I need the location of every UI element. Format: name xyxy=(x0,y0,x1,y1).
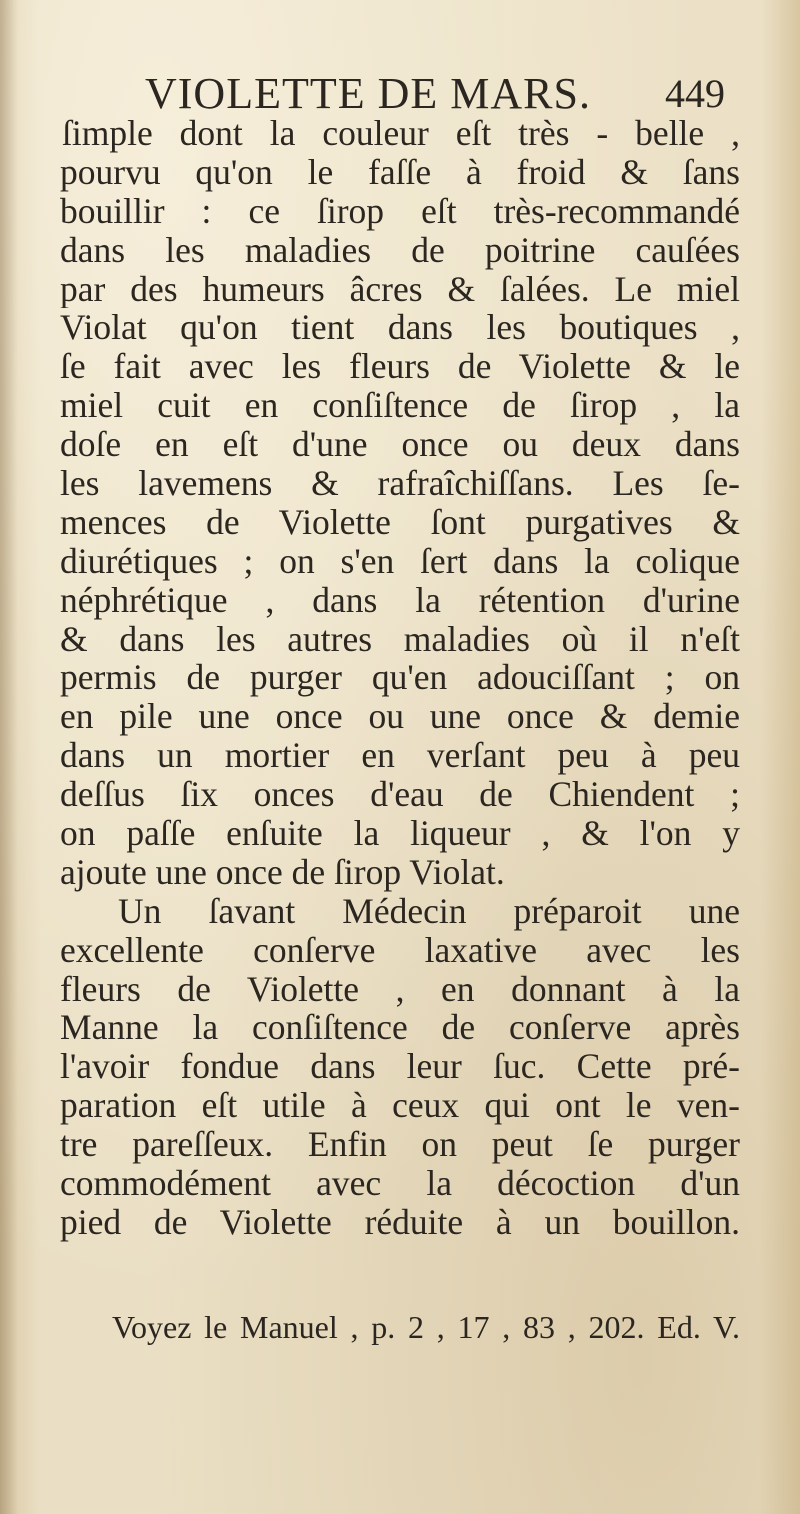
text-line: dans les maladies de poitrine cauſées xyxy=(60,230,740,270)
text-line: paration eſt utile à ceux qui ont le ven- xyxy=(60,1086,740,1126)
page-header xyxy=(145,68,725,120)
text-line: en pile une once ou une once & demie xyxy=(60,697,740,737)
text-line: doſe en eſt d'une once ou deux dans xyxy=(60,425,740,465)
text-line: diurétiques ; on s'en ſert dans la colique xyxy=(60,541,740,581)
text-line: & dans les autres maladies où il n'eſt xyxy=(60,619,740,659)
text-line: on paſſe enſuite la liqueur , & l'on y xyxy=(60,814,740,853)
text-line: deſſus ſix onces d'eau de Chiendent ; xyxy=(60,775,740,815)
text-line: bouillir : ce ſirop eſt très-recommandé xyxy=(60,191,740,231)
text-line: tre pareſſeux. Enfin on peut ſe purger xyxy=(60,1125,740,1165)
text-line: ſe fait avec les fleurs de Violette & le xyxy=(60,347,740,387)
text-line: commodément avec la décoction d'un xyxy=(60,1164,740,1203)
text-line: Violat qu'on tient dans les boutiques , xyxy=(60,308,740,348)
text-line: ſimple dont la couleur eſt très - belle , xyxy=(62,114,740,153)
paragraph-start-line: Un ſavant Médecin préparoit une xyxy=(118,891,740,931)
text-line: par des humeurs âcres & ſalées. Le miel xyxy=(60,269,740,309)
body-text xyxy=(60,114,740,1242)
text-line: Manne la conſiſtence de conſerve après xyxy=(60,1008,740,1048)
text-line: fleurs de Violette , en donnant à la xyxy=(60,969,740,1009)
text-line: excellente conſerve laxative avec les xyxy=(60,930,740,970)
text-line: les lavemens & rafraîchiſſans. Les ſe- xyxy=(60,464,740,503)
text-line: miel cuit en conſiſtence de ſirop , la xyxy=(60,386,740,426)
page-number: 449 xyxy=(665,71,725,116)
footnote-reference: Voyez le Manuel , p. 2 , 17 , 83 , 202. Ed. V. xyxy=(112,1309,740,1345)
text-line: ajoute une once de ſirop Violat. xyxy=(60,852,505,892)
gutter-shadow xyxy=(0,0,18,1514)
text-line: permis de purger qu'en adouciſſant ; on xyxy=(60,658,740,698)
text-line: l'avoir fondue dans leur ſuc. Cette pré- xyxy=(60,1047,740,1087)
text-line: dans un mortier en verſant peu à peu xyxy=(60,736,740,776)
text-line: pied de Violette réduite à un bouillon. xyxy=(60,1202,740,1242)
text-line: néphrétique , dans la rétention d'urine xyxy=(60,580,740,620)
text-line: pourvu qu'on le faſſe à froid & ſans xyxy=(60,152,740,192)
text-line: mences de Violette ſont purgatives & xyxy=(60,502,740,542)
running-title: VIOLETTE DE MARS. xyxy=(145,69,591,118)
